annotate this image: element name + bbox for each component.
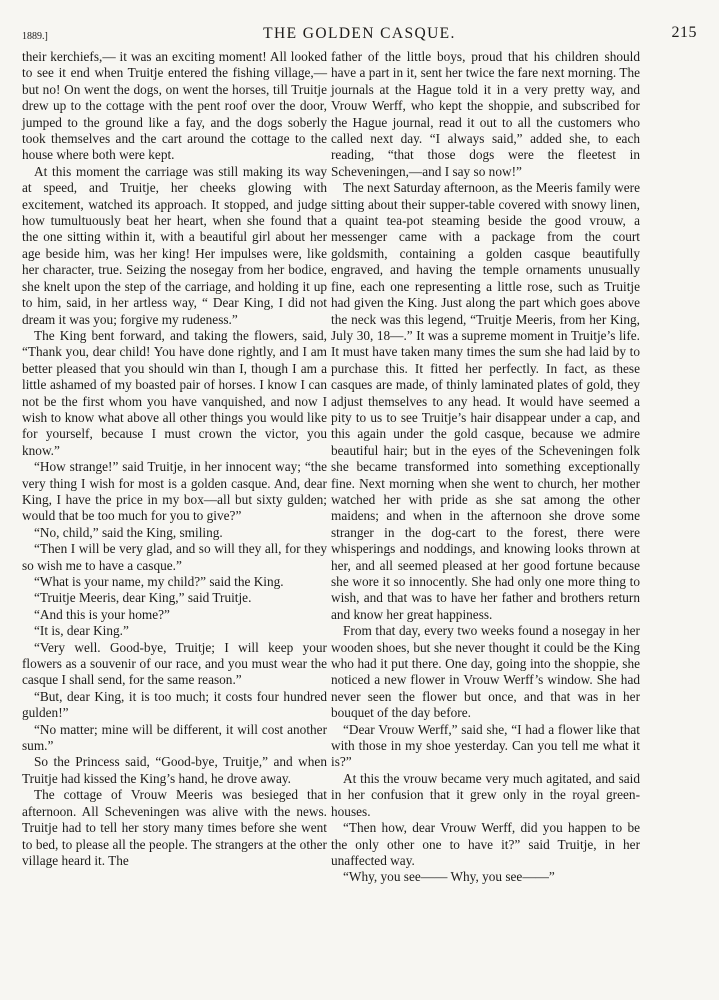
paragraph: The cottage of Vrouw Meeris was besieged that afternoon. All Scheveningen was alive with the news. Truitje had to tell her story many times before she went to bed, to please all the people. The strangers at the other village heard it. The	[22, 787, 327, 868]
header-title: THE GOLDEN CASQUE.	[263, 25, 456, 42]
left-column	[22, 49, 327, 869]
paragraph: “Truitje Meeris, dear King,” said Truitje.	[34, 590, 252, 606]
paragraph: So the Princess said, “Good-bye, Truitje,” and when Truitje had kissed the King’s hand, he drove away.	[22, 754, 327, 786]
paragraph: “Very well. Good-bye, Truitje; I will keep your flowers as a souvenir of our race, and you must wear the casque I shall send, for the same reason.”	[22, 639, 327, 688]
running-header	[22, 24, 697, 48]
paragraph: father of the little boys, proud that his children should have a part in it, sent her twice the fare next morning. The journals at the Hague told it in a very pretty way, and Vrouw Werff, who kept the shoppie, and subscribed for the Hague journal, read it out to all the customers who called next day. “I always said,” added she, to each reading, “that those dogs were the fleetest in Scheveningen,—and I say so now!”	[331, 49, 640, 179]
paragraph: “Dear Vrouw Werff,” said she, “I had a flower like that with those in my shoe yesterday. Can you tell me what it is?”	[331, 721, 640, 770]
paragraph: “Then how, dear Vrouw Werff, did you happen to be the only other one to have it?” said Truitje, in her unaffected way.	[331, 820, 640, 868]
paragraph: “It is, dear King.”	[34, 623, 129, 639]
paragraph: their kerchiefs,— it was an exciting moment! All looked to see it end when Truitje entered the fishing village,— but no! On went the dogs, on went the horses, till Truitje drew up to the cottage with the pent roof over the door, jumped to the ground like a fay, and the dogs soberly took themselves and the cart around the cottage to the house where both were kept.	[22, 49, 327, 163]
paragraph: At this the vrouw became very much agitated, and said in her confusion that it grew only in the royal green-houses.	[331, 770, 640, 819]
paragraph: “But, dear King, it is too much; it costs four hundred gulden!”	[22, 688, 327, 721]
right-column	[331, 49, 640, 886]
paragraph: “And this is your home?”	[34, 606, 170, 622]
paragraph: From that day, every two weeks found a nosegay in her wooden shoes, but she never thought it could be the King who had it put there. One day, going into the shoppie, she noticed a new flower in Vrouw Werff’s window. She had never seen the flower but once, and that was in her bouquet of the day before.	[331, 623, 640, 721]
paragraph: At this moment the carriage was still making its way at speed, and Truitje, her cheeks glowing with excitement, watched its approach. It stopped, and judge how tumultuously beat her heart, when she found that the one sitting within it, with a beautiful girl about her age beside him, was her king! Her impulses were, like her character, true. Seizing the nosegay from her bodice, she knelt upon the step of the carriage, and holding it up to him, said, in her artless way, “ Dear King, I did not dream it was you; forgive my rudeness.”	[22, 163, 327, 327]
paragraph: The next Saturday afternoon, as the Meeris family were sitting about their supper-table covered with snowy linen, a quaint tea-pot steaming beside the good vrouw, a messenger came with a package from the court goldsmith, containing a golden casque beautifully engraved, and having the temple ornaments unusually fine, each one representing a little rose, such as Truitje had given the King. Just along the part which goes above the neck was this legend, “Truitje Meeris, from her King, July 30, 18—.” It was a supreme moment in Truitje’s life. It must have taken many times the sum she had laid by to purchase this. It fitted her perfectly. In fact, as these casques are made, of thinly laminated plates of gold, they adjust themselves to any head. It would have seemed a pity to us to see Truitje’s hair disappear under a cap, and this again under the gold casque, because we admire beautiful hair; but in the eyes of the Scheveningen folk she became transformed into something exceptionally fine. Next morning when she went to church, her mother watched her with pride as she sat among the other maidens; and when in the afternoon she drove some stranger in the dog-cart to the forest, there were whisperings and noddings, and knowing looks thrown at her, and all seemed pleased at her good fortune because she wore it so innocently. She had only one more thing to wish, and that was to have her father and brothers return and know her great happiness.	[331, 180, 640, 622]
paragraph: “What is your name, my child?” said the King.	[34, 574, 284, 589]
paragraph: “Then I will be very glad, and so will they all, for they so wish me to have a casque.”	[22, 541, 327, 573]
page-number: 215	[671, 24, 697, 41]
header-year: 1889.]	[22, 31, 48, 42]
paragraph: “No, child,” said the King, smiling.	[34, 524, 223, 540]
paragraph: The King bent forward, and taking the flowers, said, “Thank you, dear child! You have done rightly, and I am better pleased that you should win than I, though I am a little ashamed of my boasted pair of horses. I know I can not be the first whom you have vanquished, and now I wish to know what above all other things you would like for yourself, because I must crown the victor, you know.”	[22, 327, 327, 458]
paragraph: “Why, you see—— Why, you see——”	[343, 869, 555, 885]
paragraph: “No matter; mine will be different, it will cost another sum.”	[22, 721, 327, 754]
paragraph: “How strange!” said Truitje, in her innocent way; “the very thing I wish for most is a golden casque. And, dear King, I have the price in my box—all but sixty gulden; would that be too much for you to give?”	[22, 459, 327, 524]
